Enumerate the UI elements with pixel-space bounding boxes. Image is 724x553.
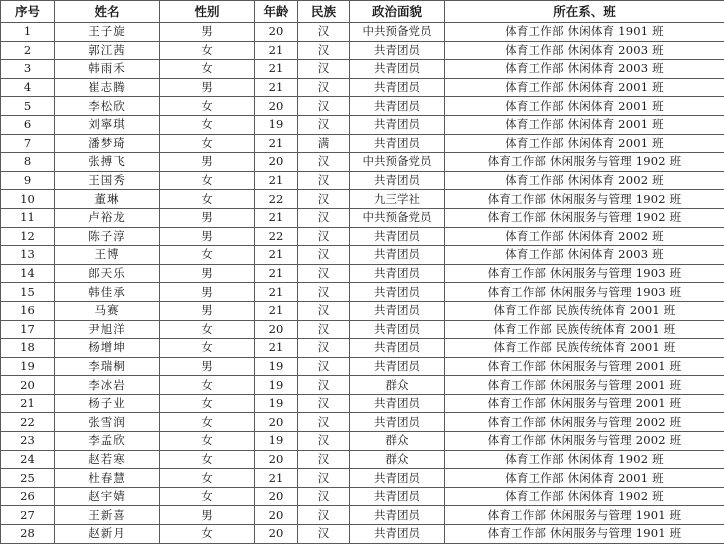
cell-index: 16 [1, 301, 55, 320]
cell-gender: 女 [160, 41, 255, 60]
cell-name: 杨增坤 [55, 339, 160, 358]
cell-gender: 男 [160, 78, 255, 97]
cell-ethnicity: 汉 [298, 97, 350, 116]
cell-gender: 男 [160, 23, 255, 42]
cell-gender: 女 [160, 469, 255, 488]
cell-department-class: 体育工作部 休闲服务与管理 2001 班 [445, 357, 724, 376]
cell-political-status: 共青团员 [350, 357, 445, 376]
cell-index: 15 [1, 283, 55, 302]
cell-department-class: 体育工作部 休闲服务与管理 1903 班 [445, 283, 724, 302]
cell-ethnicity: 汉 [298, 190, 350, 209]
cell-department-class: 体育工作部 休闲体育 2003 班 [445, 41, 724, 60]
header-age: 年龄 [255, 1, 298, 23]
table-header [1, 1, 724, 23]
cell-department-class: 体育工作部 休闲体育 2001 班 [445, 97, 724, 116]
cell-index: 2 [1, 41, 55, 60]
cell-department-class: 体育工作部 休闲体育 1901 班 [445, 23, 724, 42]
cell-ethnicity: 汉 [298, 246, 350, 265]
cell-political-status: 共青团员 [350, 283, 445, 302]
cell-index: 24 [1, 450, 55, 469]
cell-gender: 女 [160, 134, 255, 153]
cell-age: 22 [255, 190, 298, 209]
cell-department-class: 体育工作部 民族传统体育 2001 班 [445, 320, 724, 339]
cell-gender: 女 [160, 60, 255, 79]
cell-ethnicity: 汉 [298, 301, 350, 320]
cell-ethnicity: 汉 [298, 78, 350, 97]
cell-department-class: 体育工作部 休闲服务与管理 1902 班 [445, 208, 724, 227]
cell-name: 李瑞桐 [55, 357, 160, 376]
cell-ethnicity: 汉 [298, 339, 350, 358]
cell-name: 郎天乐 [55, 264, 160, 283]
cell-age: 19 [255, 357, 298, 376]
cell-department-class: 体育工作部 休闲服务与管理 1902 班 [445, 190, 724, 209]
cell-age: 21 [255, 208, 298, 227]
table-row [1, 264, 724, 283]
cell-ethnicity: 汉 [298, 525, 350, 544]
cell-department-class: 体育工作部 民族传统体育 2001 班 [445, 339, 724, 358]
cell-index: 11 [1, 208, 55, 227]
cell-ethnicity: 汉 [298, 227, 350, 246]
cell-index: 10 [1, 190, 55, 209]
cell-name: 刘寧琪 [55, 115, 160, 134]
cell-gender: 女 [160, 115, 255, 134]
cell-gender: 男 [160, 357, 255, 376]
cell-index: 3 [1, 60, 55, 79]
cell-political-status: 共青团员 [350, 115, 445, 134]
cell-department-class: 体育工作部 休闲体育 1902 班 [445, 487, 724, 506]
cell-political-status: 中共预备党员 [350, 208, 445, 227]
table-row [1, 487, 724, 506]
cell-index: 8 [1, 153, 55, 172]
cell-age: 19 [255, 394, 298, 413]
table-row [1, 171, 724, 190]
cell-department-class: 体育工作部 休闲体育 1902 班 [445, 450, 724, 469]
cell-age: 21 [255, 283, 298, 302]
cell-age: 20 [255, 320, 298, 339]
table-row [1, 301, 724, 320]
cell-age: 20 [255, 525, 298, 544]
cell-gender: 女 [160, 246, 255, 265]
cell-political-status: 共青团员 [350, 264, 445, 283]
cell-department-class: 体育工作部 休闲体育 2002 班 [445, 171, 724, 190]
cell-ethnicity: 汉 [298, 23, 350, 42]
cell-name: 赵若寒 [55, 450, 160, 469]
cell-name: 郭江茜 [55, 41, 160, 60]
cell-political-status: 共青团员 [350, 60, 445, 79]
cell-political-status: 共青团员 [350, 339, 445, 358]
cell-name: 李松欣 [55, 97, 160, 116]
cell-index: 9 [1, 171, 55, 190]
table-row [1, 432, 724, 451]
cell-age: 21 [255, 339, 298, 358]
cell-gender: 男 [160, 208, 255, 227]
cell-political-status: 共青团员 [350, 525, 445, 544]
cell-gender: 男 [160, 283, 255, 302]
cell-index: 21 [1, 394, 55, 413]
cell-age: 20 [255, 450, 298, 469]
table-row [1, 208, 724, 227]
cell-department-class: 体育工作部 休闲体育 2002 班 [445, 227, 724, 246]
cell-name: 卢裕龙 [55, 208, 160, 227]
table-row [1, 134, 724, 153]
cell-gender: 男 [160, 301, 255, 320]
cell-name: 王新喜 [55, 506, 160, 525]
table-row [1, 23, 724, 42]
cell-index: 25 [1, 469, 55, 488]
cell-name: 陈子淳 [55, 227, 160, 246]
header-gender: 性别 [160, 1, 255, 23]
cell-age: 20 [255, 487, 298, 506]
cell-name: 潘梦琦 [55, 134, 160, 153]
cell-department-class: 体育工作部 休闲体育 2001 班 [445, 115, 724, 134]
cell-index: 18 [1, 339, 55, 358]
table-row [1, 78, 724, 97]
cell-age: 19 [255, 376, 298, 395]
cell-ethnicity: 汉 [298, 469, 350, 488]
cell-gender: 男 [160, 227, 255, 246]
cell-department-class: 体育工作部 休闲服务与管理 1902 班 [445, 153, 724, 172]
cell-ethnicity: 汉 [298, 357, 350, 376]
cell-ethnicity: 汉 [298, 394, 350, 413]
table-row [1, 153, 724, 172]
cell-ethnicity: 汉 [298, 413, 350, 432]
cell-ethnicity: 汉 [298, 320, 350, 339]
cell-name: 王博 [55, 246, 160, 265]
cell-ethnicity: 汉 [298, 487, 350, 506]
cell-department-class: 体育工作部 休闲体育 2003 班 [445, 246, 724, 265]
cell-index: 22 [1, 413, 55, 432]
cell-gender: 女 [160, 171, 255, 190]
cell-political-status: 共青团员 [350, 227, 445, 246]
cell-department-class: 体育工作部 休闲服务与管理 1901 班 [445, 525, 724, 544]
cell-department-class: 体育工作部 民族传统体育 2001 班 [445, 301, 724, 320]
table-row [1, 357, 724, 376]
cell-political-status: 共青团员 [350, 134, 445, 153]
cell-gender: 男 [160, 264, 255, 283]
cell-index: 12 [1, 227, 55, 246]
cell-index: 17 [1, 320, 55, 339]
cell-age: 21 [255, 264, 298, 283]
cell-gender: 女 [160, 487, 255, 506]
cell-age: 20 [255, 97, 298, 116]
table-body [1, 23, 724, 544]
cell-gender: 女 [160, 97, 255, 116]
cell-ethnicity: 汉 [298, 60, 350, 79]
cell-name: 赵新月 [55, 525, 160, 544]
cell-political-status: 共青团员 [350, 394, 445, 413]
cell-political-status: 共青团员 [350, 41, 445, 60]
cell-political-status: 共青团员 [350, 97, 445, 116]
cell-age: 20 [255, 413, 298, 432]
cell-index: 13 [1, 246, 55, 265]
cell-department-class: 体育工作部 休闲服务与管理 2001 班 [445, 376, 724, 395]
cell-name: 韩佳承 [55, 283, 160, 302]
cell-index: 20 [1, 376, 55, 395]
table-row [1, 525, 724, 544]
cell-name: 杨子业 [55, 394, 160, 413]
cell-political-status: 中共预备党员 [350, 153, 445, 172]
cell-department-class: 体育工作部 休闲体育 2001 班 [445, 469, 724, 488]
header-ethnicity: 民族 [298, 1, 350, 23]
header-name: 姓名 [55, 1, 160, 23]
cell-ethnicity: 汉 [298, 283, 350, 302]
cell-age: 19 [255, 432, 298, 451]
table-row [1, 227, 724, 246]
table-row [1, 115, 724, 134]
cell-name: 韩雨禾 [55, 60, 160, 79]
cell-ethnicity: 汉 [298, 264, 350, 283]
cell-department-class: 体育工作部 休闲服务与管理 2002 班 [445, 432, 724, 451]
cell-political-status: 中共预备党员 [350, 23, 445, 42]
table-row [1, 413, 724, 432]
table-row [1, 506, 724, 525]
cell-index: 14 [1, 264, 55, 283]
cell-ethnicity: 汉 [298, 432, 350, 451]
table-row [1, 450, 724, 469]
cell-name: 尹旭洋 [55, 320, 160, 339]
cell-political-status: 共青团员 [350, 469, 445, 488]
cell-age: 22 [255, 227, 298, 246]
cell-ethnicity: 汉 [298, 41, 350, 60]
cell-age: 21 [255, 171, 298, 190]
cell-name: 崔志腾 [55, 78, 160, 97]
cell-name: 董琳 [55, 190, 160, 209]
cell-department-class: 体育工作部 休闲体育 2001 班 [445, 134, 724, 153]
cell-political-status: 共青团员 [350, 320, 445, 339]
cell-gender: 女 [160, 376, 255, 395]
cell-index: 26 [1, 487, 55, 506]
header-row [1, 1, 724, 23]
cell-age: 21 [255, 134, 298, 153]
cell-political-status: 共青团员 [350, 78, 445, 97]
cell-ethnicity: 汉 [298, 450, 350, 469]
cell-gender: 女 [160, 339, 255, 358]
table-row [1, 283, 724, 302]
table-row [1, 394, 724, 413]
cell-political-status: 共青团员 [350, 487, 445, 506]
cell-age: 21 [255, 469, 298, 488]
cell-gender: 女 [160, 320, 255, 339]
table-row [1, 469, 724, 488]
cell-gender: 男 [160, 153, 255, 172]
cell-age: 20 [255, 153, 298, 172]
cell-name: 赵宇婧 [55, 487, 160, 506]
cell-name: 张雪润 [55, 413, 160, 432]
cell-political-status: 九三学社 [350, 190, 445, 209]
cell-index: 4 [1, 78, 55, 97]
cell-ethnicity: 汉 [298, 506, 350, 525]
cell-age: 20 [255, 23, 298, 42]
cell-age: 21 [255, 41, 298, 60]
cell-department-class: 体育工作部 休闲服务与管理 2002 班 [445, 413, 724, 432]
table-row [1, 339, 724, 358]
cell-department-class: 体育工作部 休闲体育 2001 班 [445, 78, 724, 97]
cell-index: 1 [1, 23, 55, 42]
cell-department-class: 体育工作部 休闲服务与管理 2001 班 [445, 394, 724, 413]
cell-department-class: 体育工作部 休闲体育 2003 班 [445, 60, 724, 79]
cell-index: 19 [1, 357, 55, 376]
cell-age: 21 [255, 246, 298, 265]
cell-ethnicity: 汉 [298, 376, 350, 395]
cell-index: 23 [1, 432, 55, 451]
cell-political-status: 共青团员 [350, 171, 445, 190]
cell-ethnicity: 满 [298, 134, 350, 153]
cell-index: 7 [1, 134, 55, 153]
header-political-status: 政治面貌 [350, 1, 445, 23]
cell-political-status: 共青团员 [350, 506, 445, 525]
cell-name: 杜春慧 [55, 469, 160, 488]
cell-name: 李孟欣 [55, 432, 160, 451]
cell-political-status: 群众 [350, 432, 445, 451]
table-row [1, 320, 724, 339]
cell-political-status: 共青团员 [350, 301, 445, 320]
cell-age: 21 [255, 301, 298, 320]
cell-gender: 女 [160, 394, 255, 413]
cell-department-class: 体育工作部 休闲服务与管理 1903 班 [445, 264, 724, 283]
cell-gender: 女 [160, 190, 255, 209]
cell-political-status: 群众 [350, 376, 445, 395]
table-row [1, 376, 724, 395]
cell-age: 20 [255, 506, 298, 525]
cell-political-status: 共青团员 [350, 246, 445, 265]
cell-gender: 女 [160, 413, 255, 432]
cell-index: 6 [1, 115, 55, 134]
cell-gender: 男 [160, 506, 255, 525]
cell-ethnicity: 汉 [298, 153, 350, 172]
table-row [1, 246, 724, 265]
table-row [1, 97, 724, 116]
cell-gender: 女 [160, 432, 255, 451]
cell-age: 21 [255, 78, 298, 97]
cell-gender: 女 [160, 450, 255, 469]
cell-political-status: 共青团员 [350, 413, 445, 432]
cell-ethnicity: 汉 [298, 115, 350, 134]
cell-ethnicity: 汉 [298, 208, 350, 227]
cell-index: 28 [1, 525, 55, 544]
header-department-class: 所在系、班 [445, 1, 724, 23]
cell-index: 5 [1, 97, 55, 116]
table-row [1, 41, 724, 60]
table-row [1, 60, 724, 79]
cell-age: 21 [255, 60, 298, 79]
cell-ethnicity: 汉 [298, 171, 350, 190]
cell-name: 王国秀 [55, 171, 160, 190]
header-index: 序号 [1, 1, 55, 23]
cell-name: 王子旋 [55, 23, 160, 42]
cell-name: 张搏飞 [55, 153, 160, 172]
cell-name: 马赛 [55, 301, 160, 320]
cell-gender: 女 [160, 525, 255, 544]
table-row [1, 190, 724, 209]
cell-name: 李冰岩 [55, 376, 160, 395]
cell-political-status: 群众 [350, 450, 445, 469]
cell-index: 27 [1, 506, 55, 525]
cell-age: 19 [255, 115, 298, 134]
cell-department-class: 体育工作部 休闲服务与管理 1901 班 [445, 506, 724, 525]
